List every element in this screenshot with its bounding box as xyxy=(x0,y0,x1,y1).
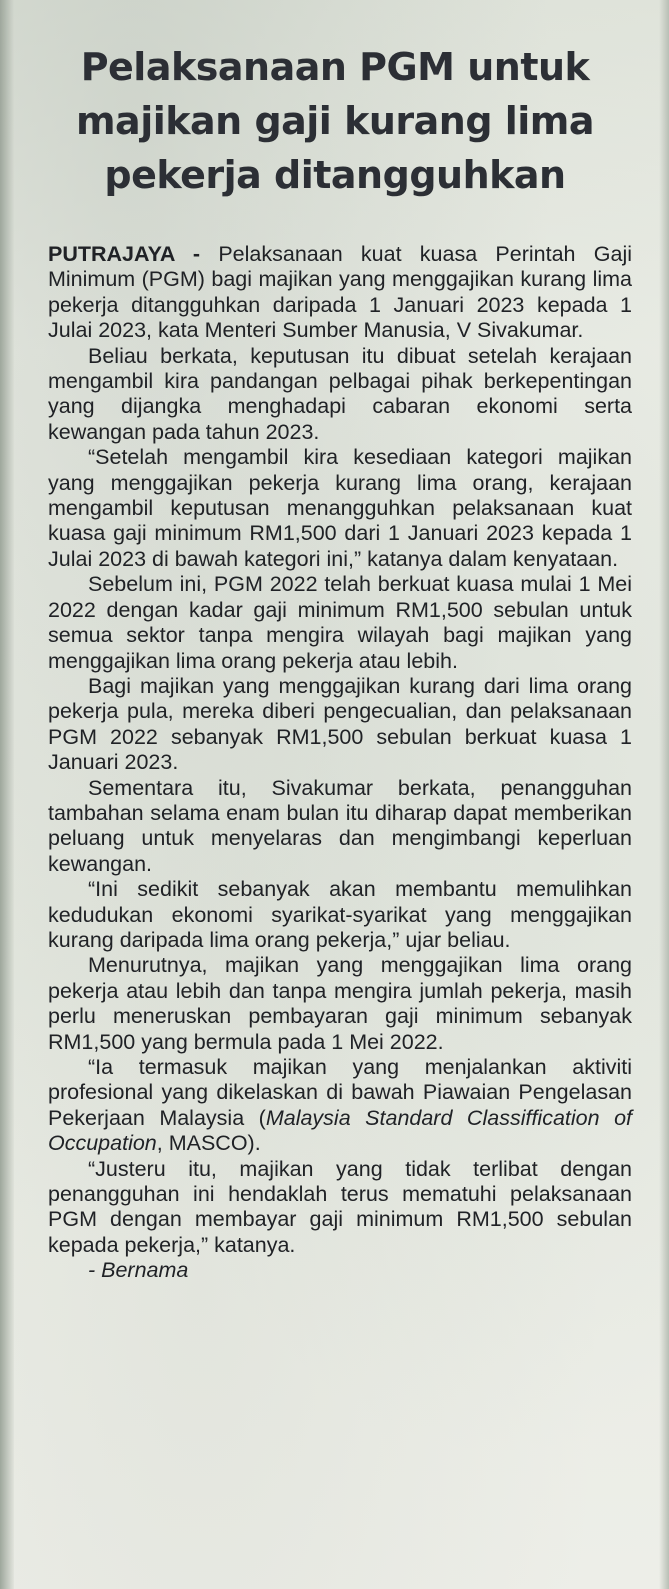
paragraph xyxy=(48,1055,632,1157)
paragraph: Beliau berkata, keputusan itu dibuat setelah kerajaan mengambil kira pandangan pelbagai pihak berkepentingan yang dijangka menghadapi cabaran ekonomi serta kewangan pada tahun 2023. xyxy=(48,343,632,444)
page-edge-shadow xyxy=(659,0,669,1589)
paragraph: “Setelah mengambil kira kesediaan kategori majikan yang menggajikan pekerja kurang lima orang, kerajaan mengambil keputusan menangguhkan pelaksanaan kuat kuasa gaji minimum RM1,500 dari 1 Januari 2023 kepada 1 Julai 2023 di bawah kategori ini,” katanya dalam kenyataan. xyxy=(48,445,632,571)
paragraph-text: “Ia termasuk majikan yang menjalankan aktiviti profesional yang dikelaskan di bawah Piawaian Pengelasan Pekerjaan Malaysia ( xyxy=(48,1055,632,1130)
paragraph-text: , MASCO). xyxy=(156,1131,261,1156)
byline: - Bernama xyxy=(88,1258,189,1283)
headline-line: Pelaksanaan PGM untuk xyxy=(80,45,590,89)
headline-line: majikan gaji kurang lima xyxy=(75,99,595,143)
lead-paragraph xyxy=(48,242,632,344)
paragraph: Sementara itu, Sivakumar berkata, penangguhan tambahan selama enam bulan itu diharap dapat memberikan peluang untuk menyelaras dan mengimbangi keperluan kewangan. xyxy=(48,775,632,876)
article-body xyxy=(48,242,632,1284)
paragraph: “Justeru itu, majikan yang tidak terlibat dengan penangguhan ini hendaklah terus mematuhi pelaksanaan PGM dengan membayar gaji minimum RM1,500 sebulan kepada pekerja,” katanya. xyxy=(48,1156,632,1257)
paragraph: Bagi majikan yang menggajikan kurang dari lima orang pekerja pula, mereka diberi pengecualian, dan pelaksanaan PGM 2022 sebanyak RM1,500 sebulan berkuat kuasa 1 Januari 2023. xyxy=(48,673,632,775)
paragraph: Menurutnya, majikan yang menggajikan lima orang pekerja atau lebih dan tanpa mengira jumlah pekerja, masih perlu meneruskan pembayaran gaji minimum sebanyak RM1,500 yang bermula pada 1 Mei 2022. xyxy=(48,953,632,1054)
italic-term: Malaysia Standard Classiffication of Occupation xyxy=(48,1105,632,1156)
page-edge-shadow xyxy=(0,0,14,1589)
headline-line: pekerja ditangguhkan xyxy=(104,153,566,197)
paragraph: “Ini sedikit sebanyak akan membantu memulihkan kedudukan ekonomi syarikat-syarikat yang menggajikan kurang daripada lima orang pekerja,” ujar beliau. xyxy=(48,877,632,952)
headline xyxy=(40,40,630,202)
dateline: PUTRAJAYA - xyxy=(48,242,201,266)
lead-text: Pelaksanaan kuat kuasa Perintah Gaji Minimum (PGM) bagi majikan yang menggajikan kurang lima pekerja ditangguhkan daripada 1 Januari 2023 kepada 1 Julai 2023, kata Menteri Sumber Manusia, V Sivakumar. xyxy=(48,242,632,343)
paragraph: Sebelum ini, PGM 2022 telah berkuat kuasa mulai 1 Mei 2022 dengan kadar gaji minimum RM1,500 sebulan untuk semua sektor tanpa mengira wilayah bagi majikan yang menggajikan lima orang pekerja atau lebih. xyxy=(48,572,632,673)
